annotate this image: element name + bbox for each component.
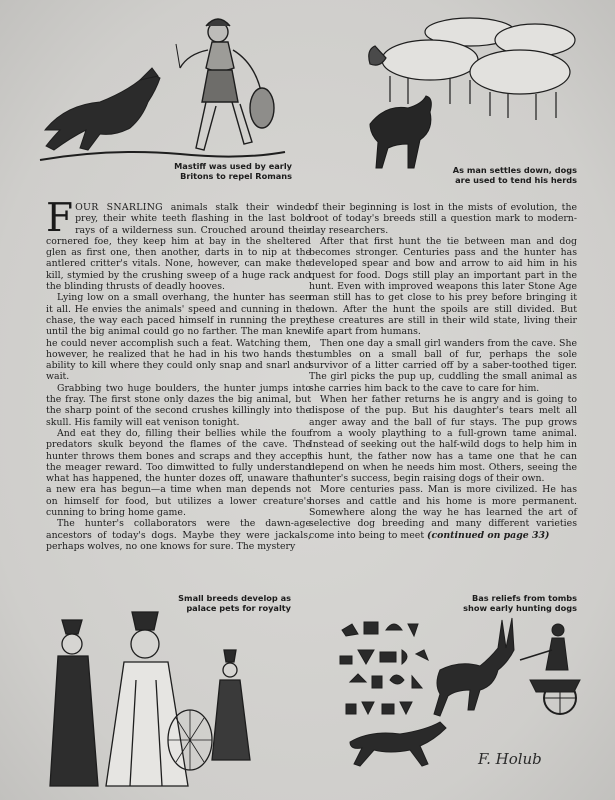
- bas-relief-hunting-illustration: [330, 600, 590, 780]
- caption-mastiff: [170, 161, 292, 181]
- article-paragraph: After that first hunt the tie between man and dog becomes stronger. Centuries pass and the hunter has developed spear and bow and arrow to aid him in his quest for food. Dogs still play an important part in the hunt. Even with improved weapons this later Stone Age man still has to get close to his prey before bringing it down. After the hunt the spoils are still divided. But these creatures are still in their wild state, living their life apart from humans.: [309, 235, 577, 338]
- article-paragraph: Lying low on a small overhang, the hunter has seen it all. He envies the animals' speed and cunning in the chase, the way each paced himself in running the prey until the big animal could go no farther. The man knew he could never accomplish such a feat. Watching them, however, he realized that he had in his two hands the ability to kill where they could only snap and snarl and wait.: [46, 292, 311, 383]
- caption-herding: [440, 165, 577, 185]
- article-paragraph: The hunter's collaborators were the dawn-age ancestors of today's dogs. Maybe they were jackals, perhaps wolves, no one knows for sure. The mystery: [46, 518, 311, 552]
- article-column-right: [309, 202, 577, 541]
- article-paragraph: [309, 484, 577, 540]
- drop-cap: F: [46, 196, 74, 241]
- article-paragraph: Grabbing two huge boulders, the hunter jumps into the fray. The first stone only dazes the big animal, but the sharp point of the second crushes killingly into the skull. His family will eat venison tonight.: [46, 382, 311, 428]
- article-paragraph: When her father returns he is angry and is going to dispose of the pup. But his daughter's tears melt all anger away and the ball of fur stays. The pup grows from a wooly plaything to a full-grown tame animal. Instead of seeking out the half-wild dogs to help him in his hunt, the father now has a tame one that he can depend on when he needs him most. Others, seeing the hunter's success, begin raising dogs of their own.: [309, 394, 577, 485]
- artist-signature: F. Holub: [478, 750, 542, 768]
- sheep-herding-dog-illustration: [330, 12, 590, 170]
- article-paragraph: And eat they do, filling their bellies while the four predators skulk beyond the flames of the cave. The hunter throws them bones and scraps and they accept the meager reward. Too dimwitted to fully understand what has happened, the hunter dozes off, unaware that a new era has begun—a time when man depends not on himself for food, but utilizes a lower creature's cunning to bring home game.: [46, 427, 311, 519]
- lead-in: OUR SNARLING: [75, 202, 163, 213]
- caption-line: palace pets for royalty: [186, 603, 291, 613]
- caption-line: show early hunting dogs: [463, 603, 577, 613]
- royalty-palace-pets-illustration: [40, 590, 290, 790]
- paragraph-text: animals stalk their winded prey, their white teeth flashing in the last bold rays of a wilderness sun. Crouched around their cornered foe, they keep him at bay in the sheltered glen as first one, then another, darts in to nip at the antlered critter's vitals. None, however, can make the kill, stymied by the crushing sweep of a huge rack and the blinding thrusts of deadly hooves.: [46, 202, 311, 293]
- caption-line: are used to tend his herds: [455, 175, 577, 185]
- article-column-left: [46, 196, 311, 552]
- article-paragraph: Then one day a small girl wanders from the cave. She stumbles on a small ball of fur, perhaps the sole survivor of a litter carried off by a saber-toothed tiger. The girl picks the pup up, cuddling the small animal as she carries him back to the cave to care for him.: [309, 337, 577, 394]
- roman-soldier-mastiff-illustration: [30, 10, 300, 170]
- caption-line: Britons to repel Romans: [180, 171, 292, 181]
- caption-line: Mastiff was used by early: [174, 161, 292, 171]
- article-paragraph: [46, 196, 311, 293]
- caption-royalty: [170, 593, 291, 613]
- caption-bas-relief: [440, 593, 577, 613]
- caption-line: Bas reliefs from tombs: [472, 593, 577, 603]
- paragraph-text: More centuries pass. Man is more civilized. He has horses and cattle and his home is more permanent. Somewhere along the way he has learned the art of selective dog breeding and many different varieties come into being to meet: [309, 484, 577, 541]
- continued-note: (continued on page 33): [427, 529, 550, 541]
- caption-line: Small breeds develop as: [178, 593, 291, 603]
- caption-line: As man settles down, dogs: [452, 165, 577, 175]
- article-paragraph: of their beginning is lost in the mists of evolution, the root of today's breeds still a question mark to modern-day researchers.: [309, 202, 577, 236]
